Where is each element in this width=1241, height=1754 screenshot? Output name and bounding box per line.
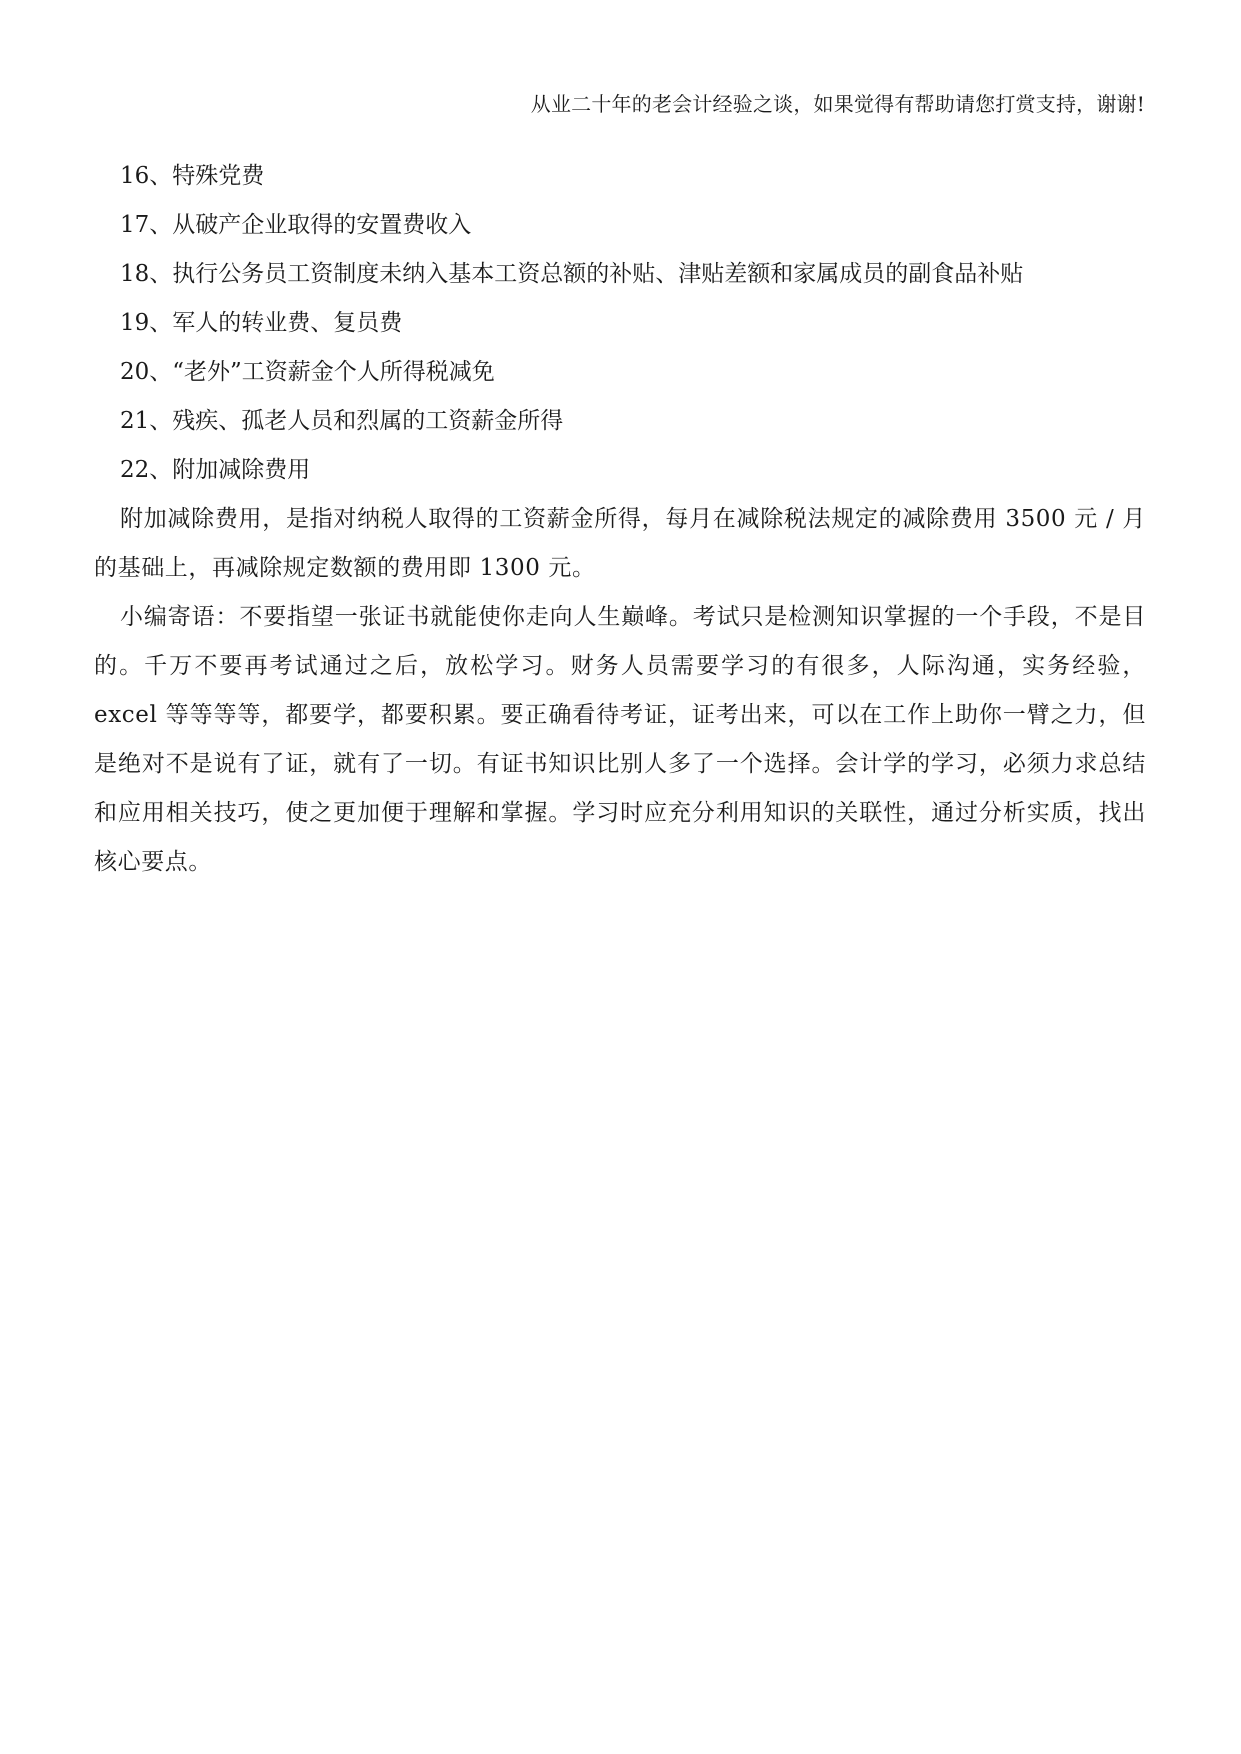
deduction-paragraph: 附加减除费用，是指对纳税人取得的工资薪金所得，每月在减除税法规定的减除费用 3500 元 / 月的基础上，再减除规定数额的费用即 1300 元。 <box>94 506 1146 581</box>
list-item-17: 17、从破产企业取得的安置费收入 <box>120 212 472 238</box>
list-item-21: 21、残疾、孤老人员和烈属的工资薪金所得 <box>120 408 564 434</box>
document-body <box>94 152 1146 887</box>
editor-note-paragraph: 小编寄语：不要指望一张证书就能使你走向人生巅峰。考试只是检测知识掌握的一个手段，不是目的。千万不要再考试通过之后，放松学习。财务人员需要学习的有很多，人际沟通，实务经验，excel 等等等等，都要学，都要积累。要正确看待考证，证考出来，可以在工作上助你一臂之力，但是绝对不是说有了证，就有了一切。有证书知识比别人多了一个选择。会计学的学习，必须力求总结和应用相关技巧，使之更加便于理解和掌握。学习时应充分利用知识的关联性，通过分析实质，找出核心要点。 <box>94 604 1146 875</box>
list-item-22: 22、附加减除费用 <box>120 457 311 483</box>
header-note: 从业二十年的老会计经验之谈，如果觉得有帮助请您打赏支持，谢谢! <box>530 92 1145 116</box>
list-item-19: 19、军人的转业费、复员费 <box>120 310 403 336</box>
list-item-18: 18、执行公务员工资制度未纳入基本工资总额的补贴、津贴差额和家属成员的副食品补贴 <box>120 261 1024 287</box>
list-item-20: 20、“老外”工资薪金个人所得税减免 <box>120 359 495 385</box>
list-item-16: 16、特殊党费 <box>120 163 265 189</box>
